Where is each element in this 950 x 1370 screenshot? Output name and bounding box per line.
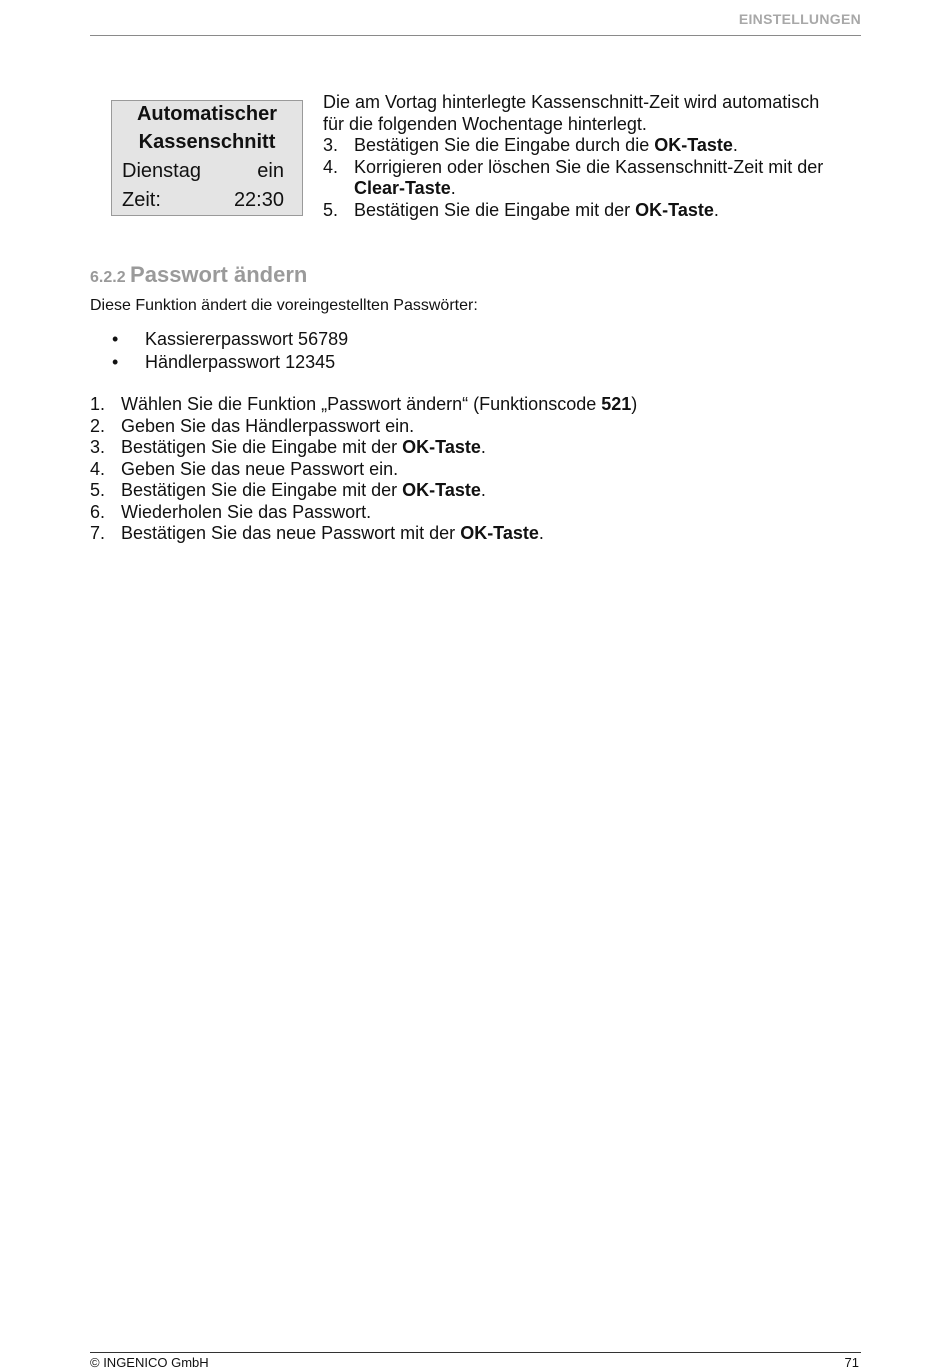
header-title: EINSTELLUNGEN bbox=[738, 11, 861, 27]
footer-rule bbox=[90, 1352, 861, 1353]
step-item: 6. Wiederholen Sie das Passwort. bbox=[90, 501, 372, 522]
step-item: 4. Geben Sie das neue Passwort ein. bbox=[90, 458, 399, 479]
password-list bbox=[112, 328, 348, 374]
list-item: • Händlerpasswort 12345 bbox=[112, 352, 336, 372]
auto-cut-step: 4. Korrigieren oder löschen Sie die Kassenschnitt-Zeit mit der Clear-Taste. bbox=[323, 156, 824, 198]
footer-copyright: © INGENICO GmbH bbox=[90, 1355, 209, 1370]
step-item: 3. Bestätigen Sie die Eingabe mit der OK-Taste. bbox=[90, 437, 486, 457]
auto-cut-intro-line2: für die folgenden Wochentage hinterlegt. bbox=[323, 113, 647, 134]
section-heading bbox=[90, 262, 307, 288]
auto-cut-step: 3. Bestätigen Sie die Eingabe durch die OK-Taste. bbox=[323, 135, 738, 155]
auto-cut-step: 5. Bestätigen Sie die Eingabe mit der OK-Taste. bbox=[323, 199, 719, 220]
display-time-value: 22:30 bbox=[233, 189, 284, 211]
display-day-label: Dienstag bbox=[122, 160, 201, 182]
display-title-line1: Automatischer bbox=[136, 103, 278, 125]
page-number: 71 bbox=[844, 1355, 859, 1370]
display-time-label: Zeit: bbox=[122, 189, 161, 211]
section-intro: Diese Funktion ändert die voreingestellten Passwörter: bbox=[90, 297, 478, 314]
display-title-line2: Kassenschnitt bbox=[138, 131, 276, 153]
step-item: 1. Wählen Sie die Funktion „Passwort ändern“ (Funktionscode 521) bbox=[90, 394, 638, 414]
bullet-icon: • bbox=[112, 329, 119, 349]
section-title: Passwort ändern bbox=[130, 262, 308, 287]
bullet-icon: • bbox=[112, 352, 119, 372]
auto-cut-intro-line1: Die am Vortag hinterlegte Kassenschnitt-Zeit wird automatisch bbox=[323, 92, 820, 112]
terminal-display bbox=[111, 100, 303, 216]
display-row-time bbox=[122, 189, 284, 212]
auto-cut-description bbox=[323, 92, 863, 221]
header-rule bbox=[90, 35, 861, 36]
password-steps bbox=[90, 394, 850, 545]
list-item: • Kassiererpasswort 56789 bbox=[112, 329, 349, 349]
display-row-day bbox=[122, 160, 284, 183]
display-day-value: ein bbox=[257, 160, 284, 182]
step-item: 7. Bestätigen Sie das neue Passwort mit der OK-Taste. bbox=[90, 523, 544, 543]
section-number: 6.2.2 bbox=[90, 269, 126, 286]
step-item: 2. Geben Sie das Händlerpasswort ein. bbox=[90, 415, 415, 436]
step-item: 5. Bestätigen Sie die Eingabe mit der OK-Taste. bbox=[90, 480, 486, 500]
